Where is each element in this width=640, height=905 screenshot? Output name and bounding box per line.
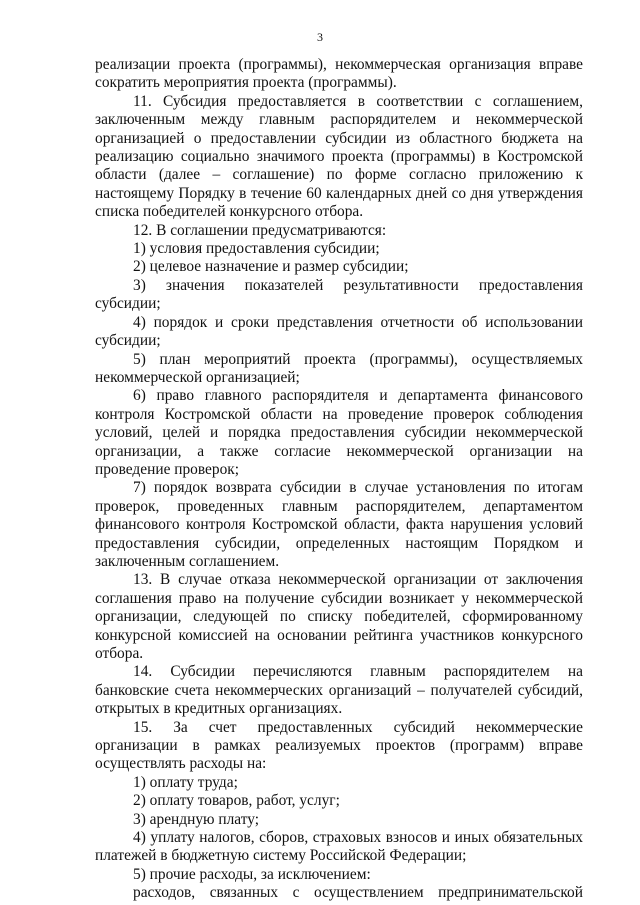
list-item: 1) оплату труда;: [133, 773, 238, 791]
list-item: 7) порядок возврата субсидии в случае установления по итогам проверок, проведенных главным распорядителем, департаментом финансового контроля Костромской области, факта нарушения условий предоставления субсидии, определенных настоящим Порядком и заключенным соглашением.: [95, 479, 583, 570]
list-item: 4) уплату налогов, сборов, страховых взносов и иных обязательных платежей в бюджетную систему Российской Федерации;: [95, 829, 583, 865]
paragraph-item-13: 13. В случае отказа некоммерческой организации от заключения соглашения право на получение субсидии возникает у некоммерческой организации, следующей по списку победителей, сформированному конкурсной комиссией на основании рейтинга участников конкурсного отбора.: [95, 571, 583, 662]
paragraph-item-14: 14. Субсидии перечисляются главным распорядителем на банковские счета некоммерческих организаций – получателей субсидий, открытых в кредитных организациях.: [95, 663, 583, 718]
list-item: 4) порядок и сроки представления отчетности об использовании субсидии;: [95, 313, 583, 350]
document-body: [95, 56, 583, 903]
paragraph-item-15: 15. За счет предоставленных субсидий некоммерческие организации в рамках реализуемых проектов (программ) вправе осуществлять расходы на:: [95, 718, 583, 773]
list-item: 2) оплату товаров, работ, услуг;: [133, 792, 340, 810]
list-item: 3) значения показателей результативности предоставления субсидии;: [95, 276, 583, 313]
page-number: 3: [317, 30, 323, 44]
paragraph-item-11: 11. Субсидия предоставляется в соответствии с соглашением, заключенным между главным распорядителем и некоммерческой организацией о предоставлении субсидии из областного бюджета на реализацию социально значимого проекта (программы) в Костромской области (далее – соглашение) по форме согласно приложению к настоящему Порядку в течение 60 календарных дней со дня утверждения списка победителей конкурсного отбора.: [95, 92, 583, 221]
paragraph: реализации проекта (программы), некоммерческая организация вправе сократить мероприятия проекта (программы).: [95, 56, 583, 92]
list-item: 1) условия предоставления субсидии;: [133, 240, 380, 258]
list-item: 2) целевое назначение и размер субсидии;: [133, 258, 409, 276]
list-item: 5) план мероприятий проекта (программы), осуществляемых некоммерческой организацией;: [95, 350, 583, 386]
paragraph-continued: расходов, связанных с осуществлением предпринимательской: [133, 884, 583, 902]
list-item: 3) арендную плату;: [133, 810, 260, 828]
list-item: 6) право главного распорядителя и департамента финансового контроля Костромской области на проведение проверок соблюдения условий, целей и порядка предоставления субсидии некоммерческой организации, а также согласие некоммерческой организации на проведение проверок;: [95, 387, 583, 478]
paragraph-item-12: 12. В соглашении предусматриваются:: [133, 221, 387, 239]
list-item: 5) прочие расходы, за исключением:: [133, 865, 371, 883]
